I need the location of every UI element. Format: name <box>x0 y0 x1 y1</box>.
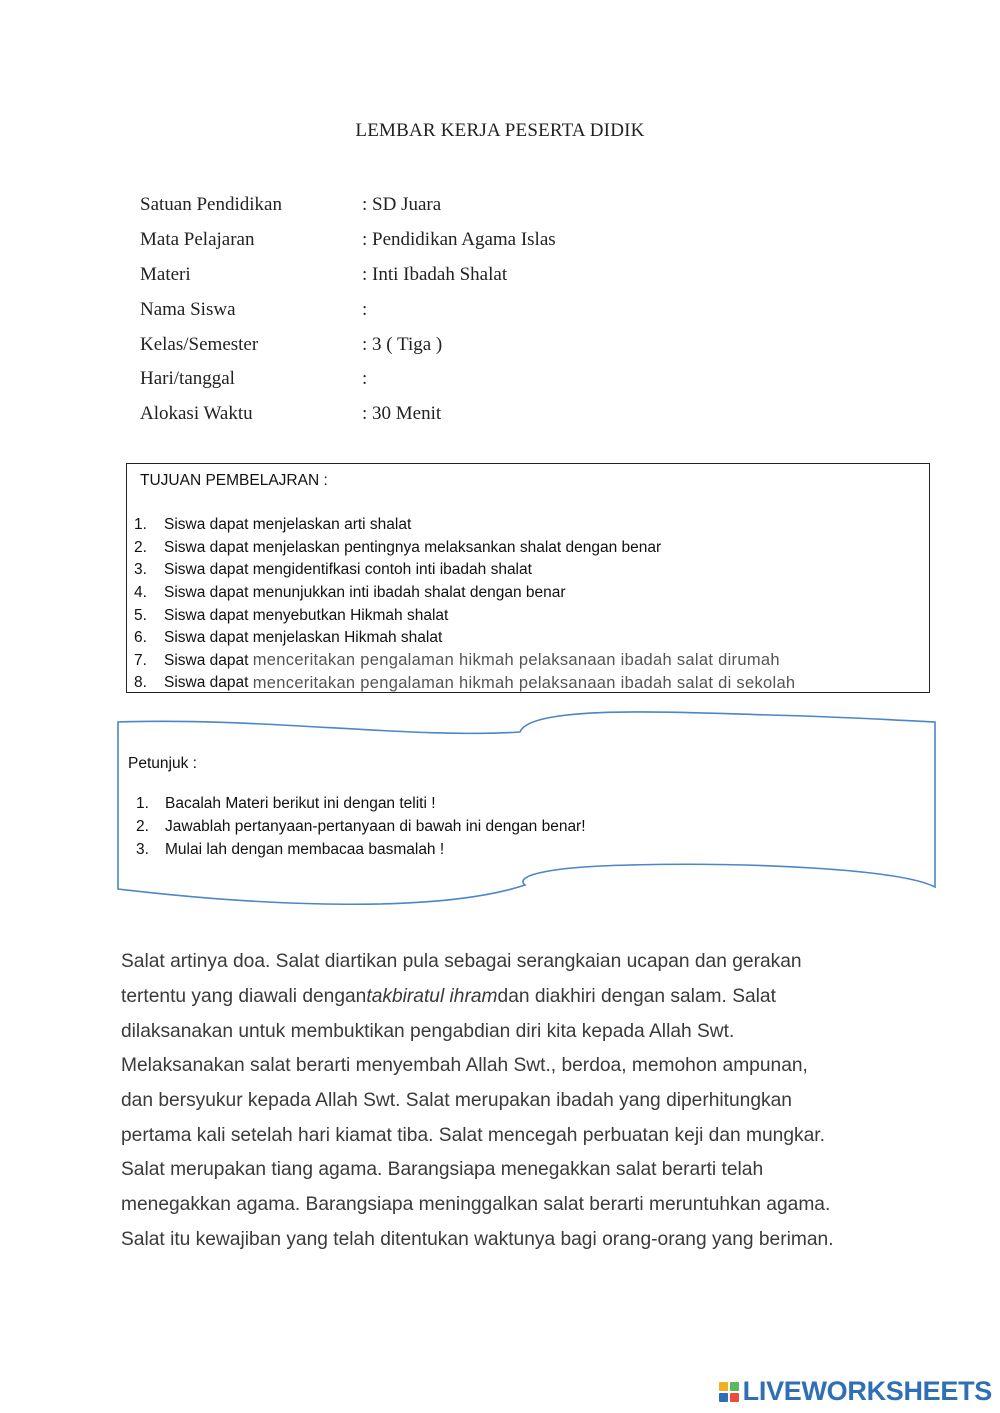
objectives-title: TUJUAN PEMBELAJRAN : <box>140 472 328 489</box>
liveworksheets-logo-icon <box>719 1382 739 1402</box>
item-text-continued: menceritakan pengalaman hikmah pelaksanaan ibadah salat di sekolah <box>252 673 796 692</box>
list-item <box>134 627 795 650</box>
list-item <box>134 650 795 673</box>
info-value: : Pendidikan Agama Islas <box>362 229 556 251</box>
info-label: Mata Pelajaran <box>140 229 255 251</box>
info-value: : <box>362 368 368 390</box>
learning-objectives-box <box>126 463 930 693</box>
identity-table <box>140 188 556 432</box>
passage-line <box>121 980 891 1015</box>
item-text: Siswa dapat <box>164 651 249 669</box>
info-value: : <box>362 298 368 320</box>
passage-text: dan diakhiri dengan salam. Salat <box>497 986 776 1008</box>
list-item <box>134 537 795 560</box>
reading-passage <box>121 945 891 1257</box>
passage-line: Salat itu kewajiban yang telah ditentukan waktunya bagi orang-orang yang beriman. <box>121 1228 834 1250</box>
info-label: Alokasi Waktu <box>140 403 253 425</box>
objectives-list <box>134 514 795 693</box>
list-item <box>134 559 795 582</box>
info-label: Satuan Pendidikan <box>140 194 282 216</box>
info-value: : 3 ( Tiga ) <box>362 333 443 355</box>
info-row-kelas <box>140 327 556 362</box>
liveworksheets-brand <box>719 1376 992 1407</box>
info-label: Materi <box>140 263 191 285</box>
list-item <box>134 604 795 627</box>
info-row-materi <box>140 258 556 293</box>
info-label: Hari/tanggal <box>140 368 235 390</box>
passage-line: pertama kali setelah hari kiamat tiba. Salat mencegah perbuatan keji dan mungkar. <box>121 1124 825 1146</box>
list-item <box>136 815 586 838</box>
passage-line: Salat artinya doa. Salat diartikan pula sebagai serangkaian ucapan dan gerakan <box>121 951 802 973</box>
item-number: 3. <box>136 840 149 858</box>
passage-line: Salat merupakan tiang agama. Barangsiapa menegakkan salat berarti telah <box>121 1159 764 1181</box>
passage-text: tertentu yang diawali dengan <box>121 986 367 1008</box>
instructions-list <box>136 792 586 861</box>
item-number: 1. <box>134 516 147 534</box>
item-text: Bacalah Materi berikut ini dengan teliti ! <box>165 794 436 812</box>
item-text: Siswa dapat menjelaskan Hikmah shalat <box>164 629 443 647</box>
item-number: 2. <box>134 538 147 556</box>
item-text: Siswa dapat menyebutkan Hikmah shalat <box>164 606 449 624</box>
info-row-waktu <box>140 397 556 432</box>
brand-name: LIVEWORKSHEETS <box>742 1376 992 1406</box>
item-number: 6. <box>134 629 147 647</box>
info-label: Kelas/Semester <box>140 333 259 355</box>
list-item <box>134 582 795 605</box>
info-row-nama <box>140 292 556 327</box>
item-text: Siswa dapat menjelaskan arti shalat <box>164 516 412 534</box>
info-value: : SD Juara <box>362 194 442 216</box>
instructions <box>128 755 586 861</box>
info-row-tanggal <box>140 362 556 397</box>
info-value: : Inti Ibadah Shalat <box>362 263 508 285</box>
passage-italic-term: takbiratul ihram <box>366 986 498 1008</box>
item-text: Mulai lah dengan membacaa basmalah ! <box>165 840 445 858</box>
document-title: LEMBAR KERJA PESERTA DIDIK <box>355 120 645 141</box>
item-number: 8. <box>134 674 147 692</box>
info-value: : 30 Menit <box>362 403 442 425</box>
passage-line: Melaksanakan salat berarti menyembah Allah Swt., berdoa, memohon ampunan, <box>121 1055 808 1077</box>
item-number: 3. <box>134 561 147 579</box>
item-text-continued: menceritakan pengalaman hikmah pelaksanaan ibadah salat dirumah <box>252 651 780 670</box>
info-row-satuan <box>140 188 556 223</box>
item-number: 7. <box>134 651 147 669</box>
item-text: Jawablah pertanyaan-pertanyaan di bawah ini dengan benar! <box>165 817 586 835</box>
item-number: 2. <box>136 817 149 835</box>
passage-line: menegakkan agama. Barangsiapa meninggalkan salat berarti meruntuhkan agama. <box>121 1194 831 1216</box>
item-number: 1. <box>136 794 149 812</box>
list-item <box>134 672 795 693</box>
list-item <box>134 514 795 537</box>
passage-line: dan bersyukur kepada Allah Swt. Salat merupakan ibadah yang diperhitungkan <box>121 1090 792 1112</box>
item-number: 5. <box>134 606 147 624</box>
info-row-mapel <box>140 223 556 258</box>
list-item <box>136 792 586 815</box>
list-item <box>136 838 586 861</box>
item-text: Siswa dapat <box>164 674 249 692</box>
item-number: 4. <box>134 584 147 602</box>
item-text: Siswa dapat menjelaskan pentingnya melaksankan shalat dengan benar <box>164 538 662 556</box>
instructions-title: Petunjuk : <box>128 755 197 772</box>
passage-line: dilaksanakan untuk membuktikan pengabdian diri kita kepada Allah Swt. <box>121 1020 735 1042</box>
item-text: Siswa dapat mengidentifkasi contoh inti ibadah shalat <box>164 561 532 579</box>
info-label: Nama Siswa <box>140 298 236 320</box>
item-text: Siswa dapat menunjukkan inti ibadah shalat dengan benar <box>164 584 566 602</box>
